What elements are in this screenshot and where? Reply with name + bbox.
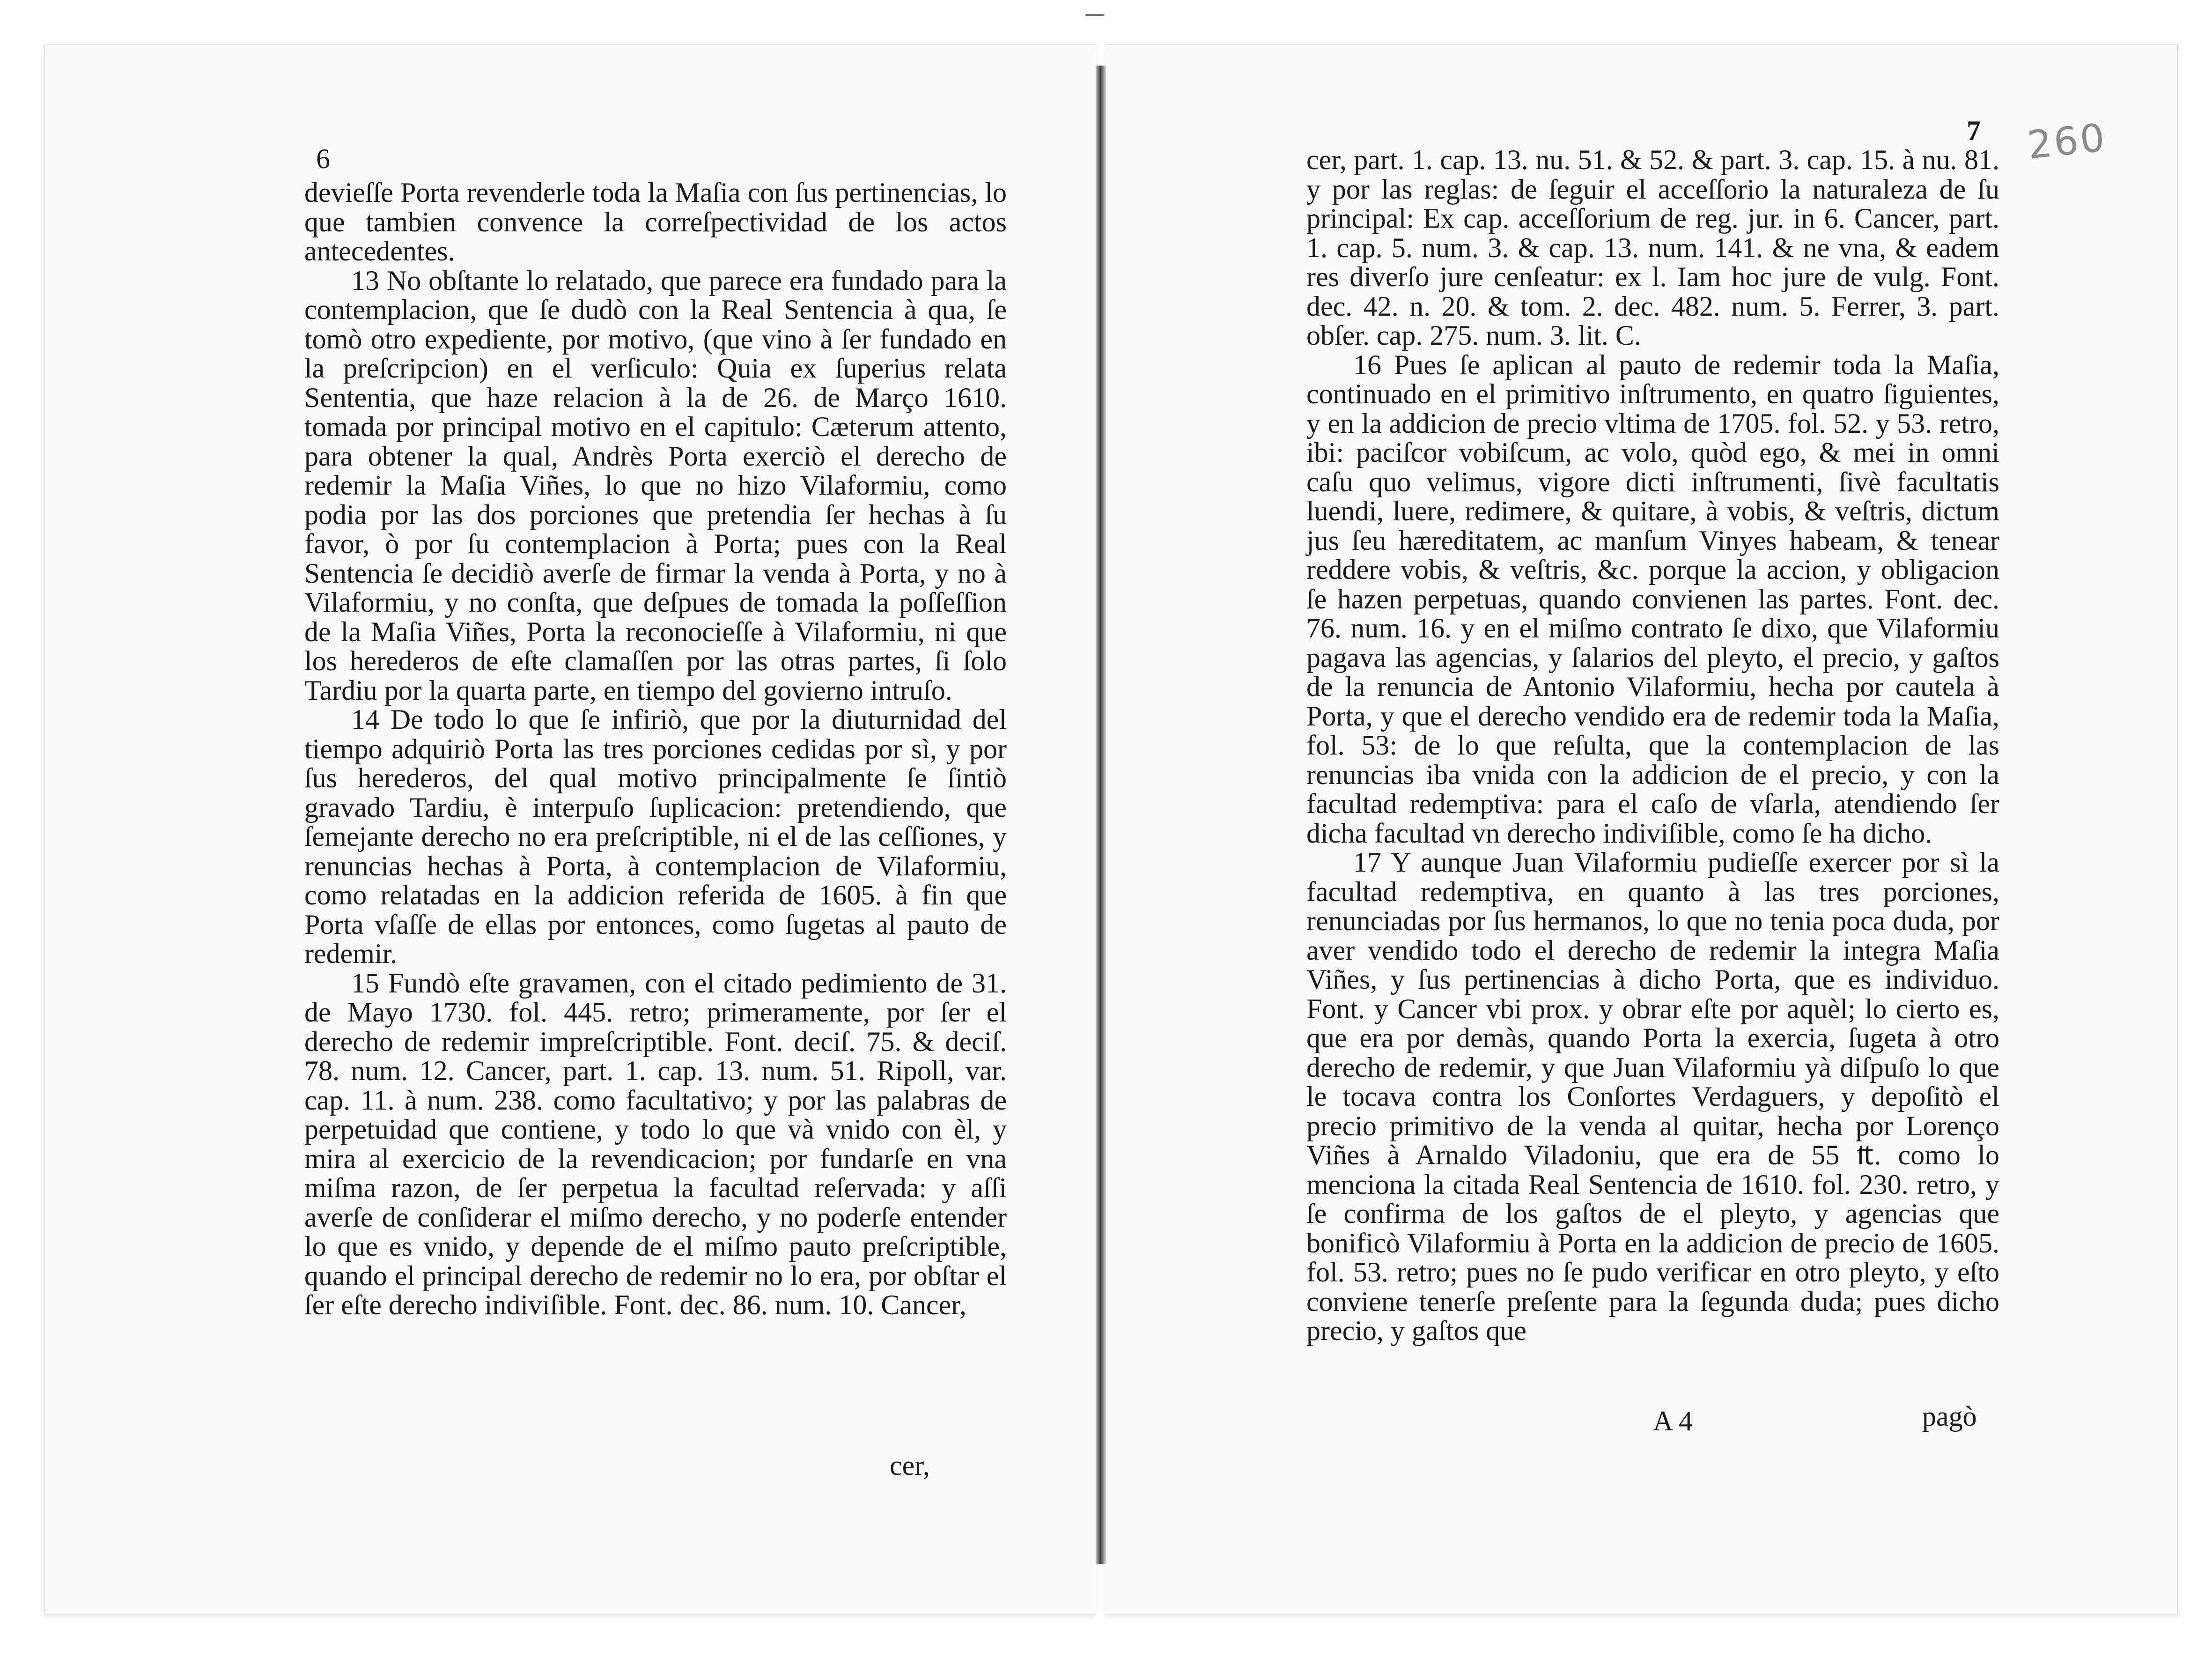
right-catchword: pagò [1922,1401,1977,1432]
left-page-body [304,178,1007,1320]
left-page-number: 6 [316,143,330,174]
signature-mark: A 4 [1653,1406,1693,1436]
left-paragraph: 14 De todo lo que ſe infiriò, que por la diuturnidad del tiempo adquiriò Porta las tres porciones cedidas por sì, y por ſus herederos, del qual motivo principalmente ſe ſintiò gravado Tardiu, è interpuſo ſuplicacion: pretendiendo, que ſemejante derecho no era preſcriptible, ni el de las ceſſiones, y renuncias hechas à Porta, à contemplacion de Vilaformiu, como relatadas en la addicion referida de 1605. à fin que Porta vſaſſe de ellas por entonces, como ſugetas al pauto de redemir. [304,704,1007,969]
left-paragraph: 13 No obſtante lo relatado, que parece era fundado para la contemplacion, que ſe dudò con la Real Sentencia à qua, ſe tomò otro expediente, por motivo, (que vino à ſer fundado en la preſcripcion) en el verſiculo: Quia ex ſuperius relata Sententia, que haze relacion à la de 26. de Março 1610. tomada por principal motivo en el capitulo: Cæterum attento, para obtener la qual, Andrès Porta exerciò el derecho de redemir la Maſia Viñes, lo que no hizo Vilaformiu, como podia por las dos porciones que pretendia ſer hechas à ſu favor, ò por ſu contemplacion à Porta; pues con la Real Sentencia ſe decidiò averſe de firmar la venda à Porta, y no à Vilaformiu, y no conſta, que deſpues de tomada la poſſeſſion de la Maſia Viñes, Porta la reconocieſſe à Vilaformiu, ni que los herederos de eſte clamaſſen por las otras partes, ſi ſolo Tardiu por la quarta parte, en tiempo del govierno intruſo. [304,265,1007,706]
right-paragraph: cer, part. 1. cap. 13. nu. 51. & 52. & part. 3. cap. 15. à nu. 81. y por las reglas: de ſeguir el acceſſorio la naturaleza de ſu principal: Ex cap. acceſſorium de reg. jur. in 6. Cancer, part. 1. cap. 5. num. 3. & cap. 13. num. 141. & ne vna, & eadem res diverſo jure cenſeatur: ex l. Iam hoc jure de vulg. Font. dec. 42. n. 20. & tom. 2. dec. 482. num. 5. Ferrer, 3. part. obſer. cap. 275. num. 3. lit. C. [1306,144,1999,351]
left-paragraph: devieſſe Porta revenderle toda la Maſia con ſus pertinencias, lo que tambien convence la correſpectividad de los actos antecedentes. [304,177,1007,266]
book-spine [1096,66,1106,1564]
right-page-body [1306,145,1999,1346]
right-page-number: 7 [1967,115,1981,146]
right-paragraph: 17 Y aunque Juan Vilaformiu pudieſſe exercer por sì la facultad redemptiva, en quanto à las tres porciones, renunciadas por ſus hermanos, lo que no tenia poca duda, por aver vendido todo el derecho de redemir la integra Maſia Viñes, y ſus pertinencias à dicho Porta, que es individuo. Font. y Cancer vbi prox. y obrar eſte por aquèl; lo cierto es, que era por demàs, quando Porta la exercia, ſugeta à otro derecho de redemir, y que Juan Vilaformiu yà diſpuſo lo que le tocava contra los Conſortes Verdaguers, y depoſitò el precio primitivo de la venda al quitar, hecha por Lorenço Viñes à Arnaldo Viladoniu, que era de 55 ₶. como lo menciona la citada Real Sentencia de 1610. fol. 230. retro, y ſe confirma de los gaſtos de el pleyto, y agencias que bonificò Vilaformiu à Porta en la addicion de precio de 1605. fol. 53. retro; pues no ſe pudo verificar en otro pleyto, y eſto conviene tenerſe preſente para la ſegunda duda; pues dicho precio, y gaſtos que [1306,847,1999,1346]
top-mark [1085,14,1104,16]
folio-stamp: 260 [2025,115,2109,168]
left-catchword: cer, [890,1450,930,1481]
left-paragraph: 15 Fundò eſte gravamen, con el citado pedimiento de 31. de Mayo 1730. fol. 445. retro; primeramente, por ſer el derecho de redemir impreſcriptible. Font. deciſ. 75. & deciſ. 78. num. 12. Cancer, part. 1. cap. 13. num. 51. Ripoll, var. cap. 11. à num. 238. como facultativo; y por las palabras de perpetuidad que contiene, y todo lo que và vnido con èl, y mira al exercicio de la revendicacion; por fundarſe en vna miſma razon, de ſer perpetua la facultad reſervada: y aſſi averſe de conſiderar el miſmo derecho, y no poderſe entender lo que es vnido, y depende de el miſmo pauto preſcriptible, quando el principal derecho de redemir no lo era, por obſtar el ſer eſte derecho indiviſible. Font. dec. 86. num. 10. Cancer, [304,967,1007,1320]
right-paragraph: 16 Pues ſe aplican al pauto de redemir toda la Maſia, continuado en el primitivo inſtrumento, en quatro ſiguientes, y en la addicion de precio vltima de 1705. fol. 52. y 53. retro, ibi: paciſcor vobiſcum, ac volo, quòd ego, & mei in omni caſu quo velimus, vigore dicti inſtrumenti, ſivè facultatis luendi, luere, redimere, & quitare, à vobis, & veſtris, dictum jus ſeu hæreditatem, ac manſum Vinyes habeam, & tenear reddere vobis, & veſtris, &c. porque la accion, y obligacion ſe hazen perpetuas, quando convienen las partes. Font. dec. 76. num. 16. y en el miſmo contrato ſe dixo, que Vilaformiu pagava las agencias, y ſalarios del pleyto, el precio, y gaſtos de la renuncia de Antonio Vilaformiu, hecha por cautela à Porta, y que el derecho vendido era de redemir toda la Maſia, fol. 53: de lo que reſulta, que la contemplacion de las renuncias iba vnida con la addicion de el precio, y con la facultad redemptiva: para el caſo de vſarla, atendiendo ſer dicha facultad vn derecho indiviſible, como ſe ha dicho. [1306,349,1999,849]
